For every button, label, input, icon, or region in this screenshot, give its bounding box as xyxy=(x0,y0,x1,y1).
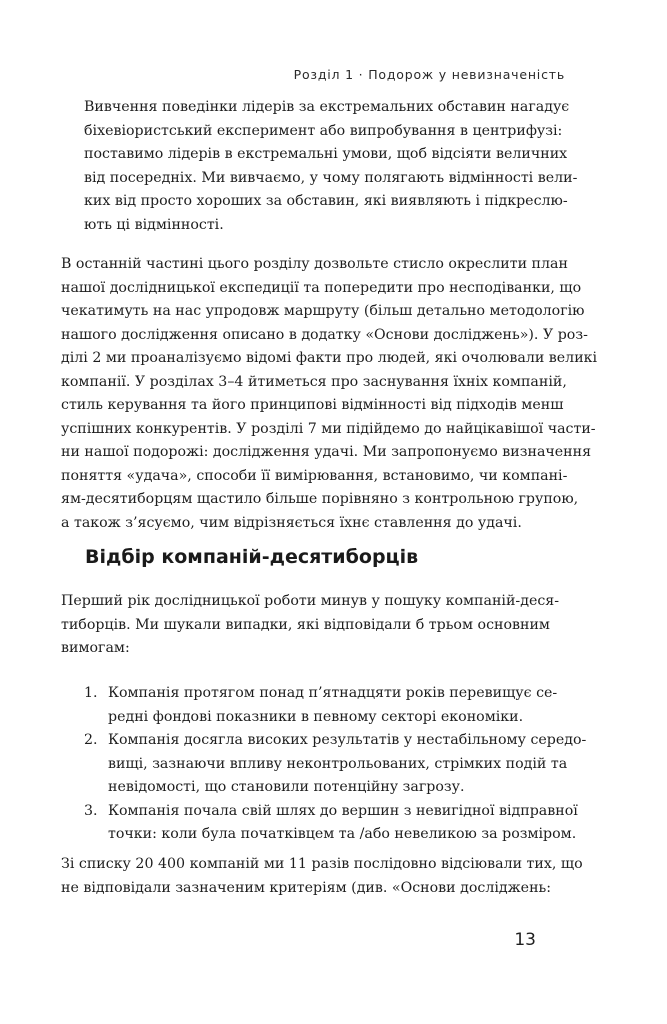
paragraph-line: поняття «удача», способи її вимірювання, встановимо, чи компані- xyxy=(61,467,568,484)
list-number: 1. xyxy=(84,685,98,701)
paragraph-line: Зі списку 20 400 компаній ми 11 разів послідовно відсіювали тих, що xyxy=(61,856,583,872)
quote-line: ких від просто хороших за обставин, які виявляють і підкреслю- xyxy=(84,193,568,209)
page-number: 13 xyxy=(514,930,536,950)
paragraph-line: В останній частині цього розділу дозвольте стисло окреслити план xyxy=(61,256,568,272)
list-item xyxy=(84,729,587,800)
list-line: невідомості, що становили потенційну загрозу. xyxy=(108,779,465,795)
paragraph-line: нашої дослідницької експедиції та попередити про несподіванки, що xyxy=(61,279,582,296)
indented-quote xyxy=(84,96,578,237)
list-line: вищі, зазнаючи впливу неконтрольованих, стрімких подій та xyxy=(108,755,568,772)
list-line: точки: коли була початківцем та /або невеликою за розміром. xyxy=(108,826,577,842)
list-line: редні фондові показники в певному секторі економіки. xyxy=(108,708,524,725)
list-line: Компанія почала свій шлях до вершин з невигідної відправної xyxy=(108,802,578,819)
paragraph-first-year xyxy=(61,590,567,661)
paragraph-line: компанії. У розділах 3–4 йтиметься про заснування їхніх компаній, xyxy=(61,373,567,390)
section-heading: Відбір компаній-десятиборців xyxy=(85,546,419,568)
paragraph-line: ділі 2 ми проаналізуємо відомі факти про людей, які очолювали великі xyxy=(61,350,598,366)
paragraph-line: вимогам: xyxy=(61,640,130,656)
quote-line: Вивчення поведінки лідерів за екстремальних обставин нагадує xyxy=(84,99,570,115)
paragraph-chapter-plan xyxy=(61,253,598,535)
criteria-list xyxy=(84,682,587,847)
paragraph-line: ям-десятиборцям щастило більше порівняно з контрольною групою, xyxy=(61,491,579,507)
paragraph-line: стиль керування та його принципові відмінності від підходів менш xyxy=(61,397,564,413)
running-header: Розділ 1 · Подорож у невизначеність xyxy=(293,67,565,82)
paragraph-line: тиборців. Ми шукали випадки, які відповідали б трьом основним xyxy=(61,616,550,633)
paragraph-line: не відповідали зазначеним критеріям (див. «Основи досліджень: xyxy=(61,879,552,896)
list-number: 3. xyxy=(84,802,98,819)
list-item xyxy=(84,800,578,847)
paragraph-screening xyxy=(61,853,583,900)
paragraph-line: успішних конкурентів. У розділі 7 ми підійдемо до найцікавішої части- xyxy=(61,420,596,437)
list-line: Компанія протягом понад п’ятнадцяти років перевищує се- xyxy=(108,685,558,701)
list-item xyxy=(84,682,566,729)
quote-line: ють ці відмінності. xyxy=(84,216,224,233)
quote-line: поставимо лідерів в екстремальні умови, щоб відсіяти величних xyxy=(84,146,568,162)
paragraph-line: ни нашої подорожі: дослідження удачі. Ми запропонуємо визначення xyxy=(61,444,592,460)
paragraph-line: чекатимуть на нас упродовж маршруту (більш детально методологію xyxy=(61,303,585,319)
list-line: Компанія досягла високих результатів у нестабільному середо- xyxy=(108,732,587,748)
paragraph-line: Перший рік дослідницької роботи минув у пошуку компаній-деся- xyxy=(61,593,560,609)
quote-line: від посередніх. Ми вивчаємо, у чому полягають відмінності вели- xyxy=(84,169,578,186)
paragraph-line: нашого дослідження описано в додатку «Основи досліджень»). У роз- xyxy=(61,326,588,343)
quote-line: біхевіористський експеримент або випробування в центрифузі: xyxy=(84,122,563,139)
list-number: 2. xyxy=(84,732,98,748)
paragraph-line: а також з’ясуємо, чим відрізняється їхнє ставлення до удачі. xyxy=(61,514,522,531)
